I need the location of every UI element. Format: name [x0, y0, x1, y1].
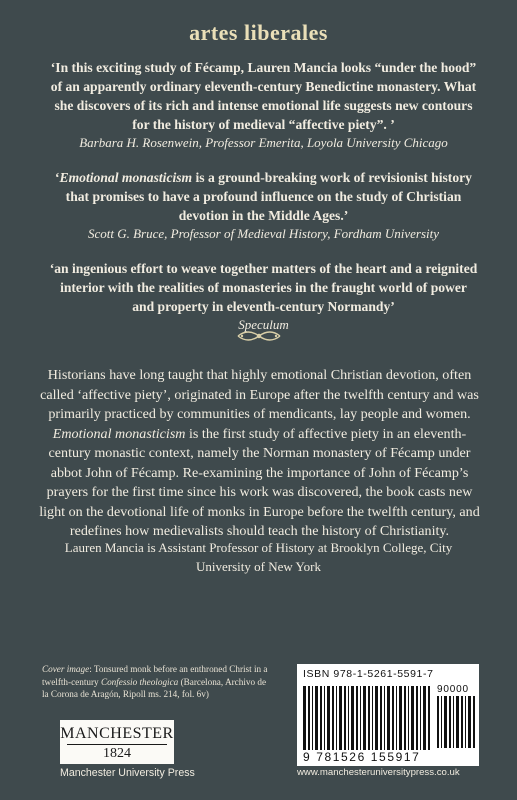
- series-title: artes liberales: [189, 20, 328, 45]
- description-part-1: Historians have long taught that highly emotional Christian devotion, often called ‘affective piety’, originated in Europe after the twelfth century and was primarily practiced by communities of mendicants, lay people and women.: [40, 367, 479, 422]
- book-description: [38, 366, 481, 542]
- author-bio: Lauren Mancia is Assistant Professor of History at Brooklyn College, City University of New York: [64, 540, 453, 574]
- cover-credit: [42, 663, 272, 701]
- endorsement-quotes: [48, 58, 479, 350]
- cover-credit-source: (Barcelona, Archivo de la Corona de Aragón, Ripoll ms. 214, fol. 6v): [42, 676, 267, 700]
- publisher-logo: [60, 720, 174, 764]
- logo-year: 1824: [103, 746, 131, 761]
- price-code: 90000: [437, 684, 469, 695]
- logo-rule: [67, 744, 167, 745]
- logo-name: MANCHESTER: [60, 725, 174, 742]
- quote-text: ‘In this exciting study of Fécamp, Lauren Mancia looks “under the hood” of an apparently ordinary eleventh-century Benedictine monastery. What she discovers of its rich and intense emotional life suggests new contours for the history of medieval “affective piety”. ’: [50, 60, 477, 132]
- publisher-name: Manchester University Press: [60, 767, 195, 779]
- book-title: Emotional monasticism: [59, 170, 193, 185]
- quote-text-rest: is a ground-breaking work of revisionist history that promises to have a profound influence on the study of Christian devotion in the Middle Ages.’: [65, 170, 472, 223]
- endorsement-quote-2: [48, 168, 479, 243]
- fleuron-ornament-icon: [0, 326, 517, 346]
- barcode-bars-icon: [303, 686, 431, 750]
- endorsement-quote-3: [48, 259, 479, 334]
- quote-attribution: Barbara H. Rosenwein, Professor Emerita, Loyola University Chicago: [79, 135, 448, 150]
- quote-attribution: Scott G. Bruce, Professor of Medieval History, Fordham University: [87, 226, 440, 241]
- quote-text: ‘Emotional monasticism is a ground-breaking work of revisionist history that promises to have a profound influence on the study of Christian devotion in the Middle Ages.’: [55, 170, 472, 223]
- quote-attribution: Speculum: [238, 317, 289, 332]
- endorsement-quote-1: [48, 58, 479, 152]
- description-part-2: is the first study of affective piety in an eleventh-century monastic context, namely the Norman monastery of Fécamp under abbot John of Fécamp. Re-examining the importance of John of Fécamp’s prayers for the first time since his work was discovered, the book casts new light on the devotional life of monks in Europe before the twelfth century, and redefines how medievalists should teach the history of Christianity.: [39, 425, 480, 539]
- barcode-digits: 9 781526 155917: [303, 750, 421, 764]
- barcode: [297, 664, 479, 766]
- cover-credit-text: : Tonsured monk before an enthroned Christ in a twelfth-century: [42, 664, 268, 687]
- manuscript-title: Confessio theologica: [100, 676, 179, 687]
- book-title: Emotional monasticism: [52, 425, 186, 442]
- publisher-website: www.manchesteruniversitypress.co.uk: [297, 767, 460, 778]
- quote-text: ‘an ingenious effort to weave together matters of the heart and a reignited interior with the realities of monasteries in the fraught world of power and property in eleventh-century Normandy’: [49, 261, 478, 314]
- price-barcode-bars-icon: [437, 696, 475, 748]
- cover-credit-label: Cover image: [42, 664, 90, 674]
- isbn-number: ISBN 978-1-5261-5591-7: [303, 668, 434, 680]
